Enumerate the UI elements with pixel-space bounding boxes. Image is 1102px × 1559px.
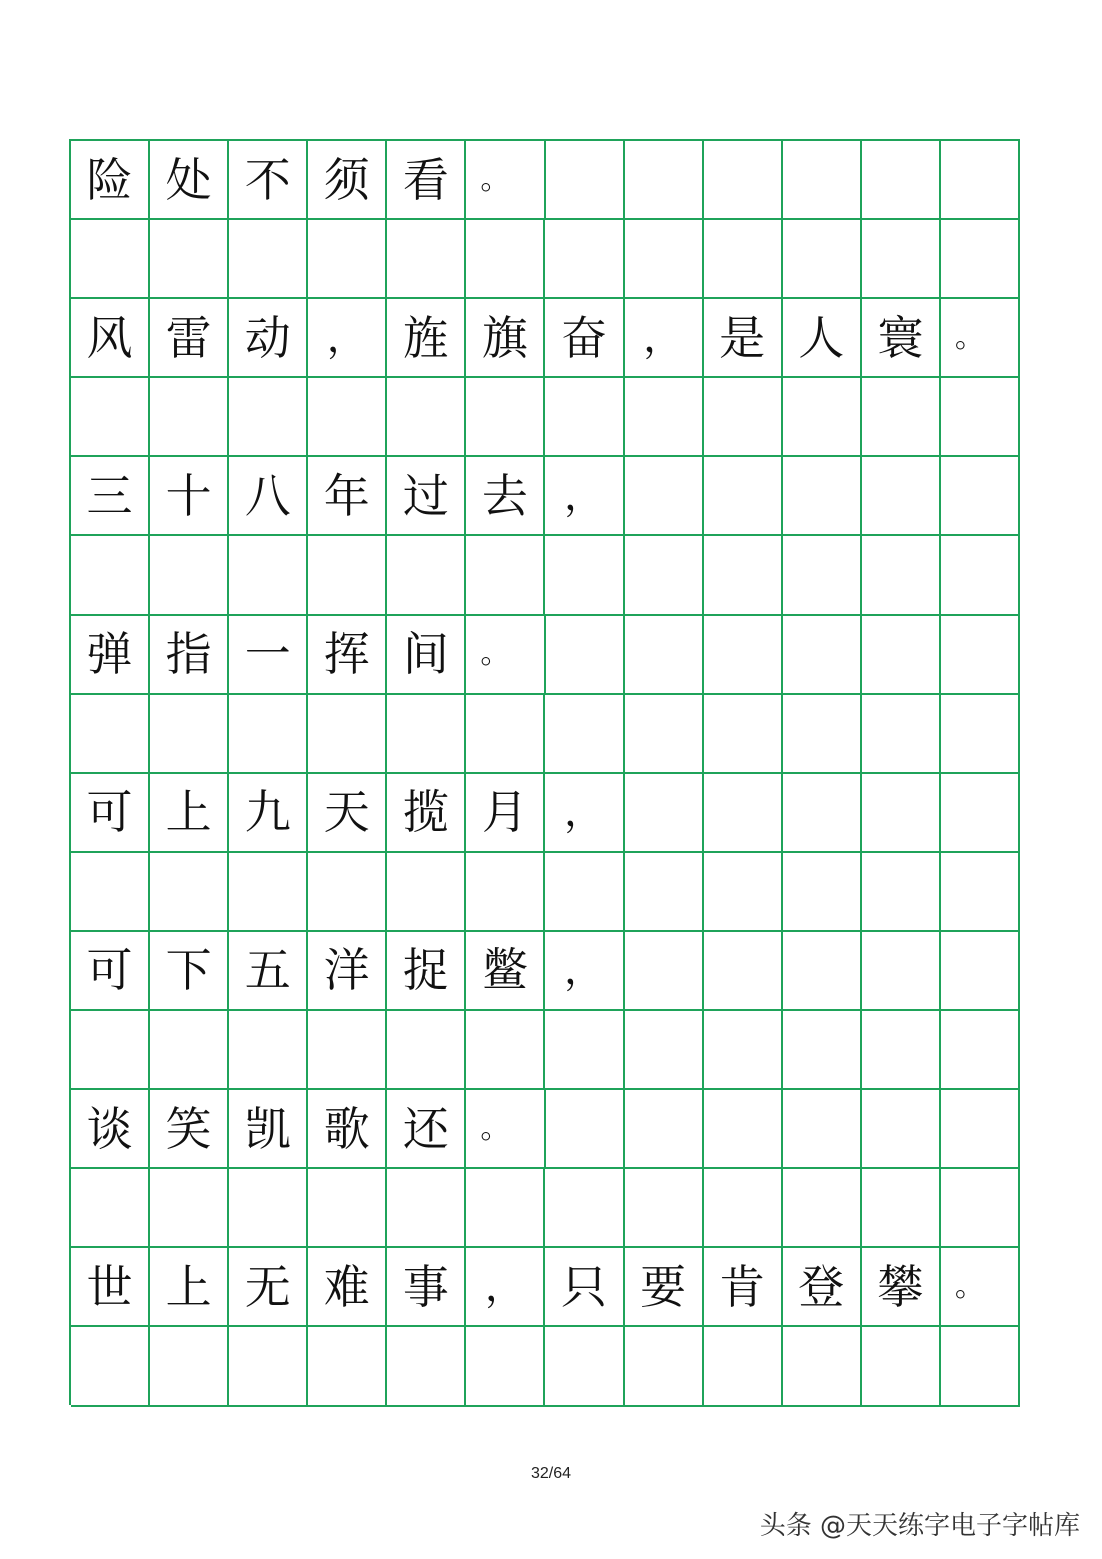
grid-cell-empty [308, 220, 387, 299]
grid-cell-empty [783, 1327, 862, 1406]
grid-cell-empty [625, 932, 704, 1011]
grid-cell-empty [71, 1327, 150, 1406]
grid-cell-character: 洋 [308, 932, 387, 1011]
grid-cell-empty [783, 536, 862, 615]
grid-cell-empty [545, 1011, 624, 1090]
grid-cell-character: 。 [941, 299, 1020, 378]
grid-cell-character: 须 [308, 141, 387, 220]
grid-cell-empty [150, 1169, 229, 1248]
grid-cell-character: 只 [545, 1248, 624, 1327]
grid-cell-empty [308, 1169, 387, 1248]
grid-cell-empty [704, 536, 783, 615]
grid-row [71, 220, 1020, 299]
grid-cell-empty [71, 1169, 150, 1248]
grid-cell-empty [783, 853, 862, 932]
grid-cell-character: 歌 [308, 1090, 387, 1169]
grid-cell-character: 揽 [387, 774, 466, 853]
grid-cell-empty [862, 536, 941, 615]
grid-cell-empty [704, 1011, 783, 1090]
grid-cell-empty [466, 220, 545, 299]
grid-cell-empty [545, 1169, 624, 1248]
grid-row [71, 536, 1020, 615]
grid-cell-empty [704, 1327, 783, 1406]
grid-cell-empty [546, 1090, 625, 1169]
grid-cell-character: 间 [387, 616, 466, 695]
grid-cell-empty [941, 616, 1020, 695]
grid-row [71, 1327, 1020, 1406]
grid-cell-empty [387, 220, 466, 299]
grid-cell-character: 奋 [545, 299, 624, 378]
grid-cell-empty [546, 141, 625, 220]
grid-cell-empty [704, 1169, 783, 1248]
grid-cell-character: 人 [783, 299, 862, 378]
grid-cell-empty [229, 1327, 308, 1406]
grid-cell-character: 风 [71, 299, 150, 378]
watermark: 头条 @天天练字电子字帖库 [759, 1511, 1080, 1541]
grid-cell-character: 捉 [387, 932, 466, 1011]
grid-cell-empty [387, 853, 466, 932]
grid-cell-empty [229, 220, 308, 299]
grid-cell-empty [941, 774, 1020, 853]
grid-cell-empty [625, 1169, 704, 1248]
grid-cell-empty [704, 932, 783, 1011]
grid-cell-empty [625, 1327, 704, 1406]
grid-cell-character: 鳖 [466, 932, 545, 1011]
grid-cell-empty [229, 1169, 308, 1248]
grid-cell-character: 世 [71, 1248, 150, 1327]
grid-cell-character: 去 [466, 457, 545, 536]
grid-cell-character: ， [545, 457, 624, 536]
grid-row [71, 457, 1020, 536]
grid-cell-character: 无 [229, 1248, 308, 1327]
grid-cell-character: ， [308, 299, 387, 378]
grid-cell-character: 攀 [862, 1248, 941, 1327]
grid-cell-empty [862, 1327, 941, 1406]
grid-cell-character: 挥 [308, 616, 387, 695]
grid-cell-empty [387, 695, 466, 774]
grid-cell-empty [704, 853, 783, 932]
grid-cell-empty [941, 141, 1020, 220]
grid-cell-empty [941, 378, 1020, 457]
grid-cell-empty [862, 616, 941, 695]
grid-cell-empty [941, 1011, 1020, 1090]
grid-cell-character: 。 [941, 1248, 1020, 1327]
grid-cell-character: 下 [150, 932, 229, 1011]
grid-cell-empty [308, 695, 387, 774]
grid-cell-character: 寰 [862, 299, 941, 378]
grid-cell-character: 八 [229, 457, 308, 536]
grid-cell-empty [150, 378, 229, 457]
grid-cell-empty [150, 536, 229, 615]
grid-cell-empty [387, 1011, 466, 1090]
grid-cell-empty [545, 1327, 624, 1406]
grid-cell-empty [308, 853, 387, 932]
grid-cell-empty [625, 220, 704, 299]
grid-cell-empty [625, 616, 704, 695]
grid-cell-empty [862, 853, 941, 932]
grid-cell-empty [625, 695, 704, 774]
grid-cell-empty [783, 378, 862, 457]
grid-cell-empty [387, 1327, 466, 1406]
grid-cell-empty [71, 536, 150, 615]
grid-cell-empty [466, 378, 545, 457]
grid-cell-character: 弹 [71, 616, 150, 695]
grid-cell-empty [941, 1090, 1020, 1169]
grid-row [71, 378, 1020, 457]
grid-cell-empty [783, 932, 862, 1011]
grid-cell-empty [704, 695, 783, 774]
practice-grid [69, 139, 1020, 1405]
grid-cell-character: 险 [71, 141, 150, 220]
grid-cell-character: 笑 [150, 1090, 229, 1169]
grid-cell-empty [308, 1327, 387, 1406]
grid-cell-empty [704, 378, 783, 457]
page-number: 32/64 [530, 1465, 572, 1482]
grid-cell-empty [387, 378, 466, 457]
grid-row [71, 1169, 1020, 1248]
grid-row [71, 695, 1020, 774]
grid-cell-empty [150, 1327, 229, 1406]
grid-cell-character: ， [545, 932, 624, 1011]
grid-cell-empty [704, 1090, 783, 1169]
grid-cell-character: 旌 [387, 299, 466, 378]
grid-cell-empty [150, 853, 229, 932]
grid-cell-empty [466, 1011, 545, 1090]
grid-cell-character: 指 [150, 616, 229, 695]
grid-cell-character: 要 [625, 1248, 704, 1327]
grid-cell-empty [387, 536, 466, 615]
grid-cell-empty [71, 1011, 150, 1090]
grid-cell-character: 是 [704, 299, 783, 378]
grid-cell-empty [625, 457, 704, 536]
grid-cell-empty [71, 853, 150, 932]
grid-cell-character: 可 [71, 932, 150, 1011]
grid-row [71, 141, 1020, 220]
grid-cell-empty [150, 1011, 229, 1090]
grid-cell-empty [941, 457, 1020, 536]
grid-cell-character: 事 [387, 1248, 466, 1327]
grid-row [71, 1248, 1020, 1327]
grid-cell-character: 肯 [704, 1248, 783, 1327]
grid-cell-empty [71, 220, 150, 299]
grid-cell-empty [941, 1169, 1020, 1248]
grid-cell-empty [783, 616, 862, 695]
grid-cell-empty [783, 141, 862, 220]
grid-cell-character: 看 [387, 141, 466, 220]
grid-cell-empty [625, 378, 704, 457]
grid-cell-empty [862, 1011, 941, 1090]
grid-cell-empty [466, 695, 545, 774]
grid-cell-empty [387, 1169, 466, 1248]
grid-cell-empty [704, 141, 783, 220]
grid-cell-empty [466, 853, 545, 932]
grid-cell-empty [862, 1169, 941, 1248]
grid-cell-character: 凯 [229, 1090, 308, 1169]
grid-cell-empty [704, 220, 783, 299]
grid-cell-empty [941, 695, 1020, 774]
grid-cell-empty [704, 616, 783, 695]
grid-cell-character: 月 [466, 774, 545, 853]
grid-cell-empty [150, 695, 229, 774]
grid-cell-empty [308, 536, 387, 615]
grid-cell-empty [229, 853, 308, 932]
grid-row [71, 774, 1020, 853]
grid-cell-empty [625, 536, 704, 615]
grid-cell-character: 。 [466, 1090, 545, 1169]
grid-row [71, 853, 1020, 932]
grid-cell-empty [545, 378, 624, 457]
grid-cell-empty [704, 457, 783, 536]
grid-cell-empty [625, 141, 704, 220]
grid-cell-empty [546, 616, 625, 695]
grid-cell-character: 旗 [466, 299, 545, 378]
grid-cell-empty [941, 1327, 1020, 1406]
grid-cell-empty [229, 536, 308, 615]
grid-cell-empty [862, 774, 941, 853]
grid-row [71, 932, 1020, 1011]
grid-cell-character: 处 [150, 141, 229, 220]
grid-cell-character: ， [625, 299, 704, 378]
grid-cell-character: 九 [229, 774, 308, 853]
grid-cell-empty [862, 932, 941, 1011]
grid-cell-character: 五 [229, 932, 308, 1011]
grid-cell-empty [625, 853, 704, 932]
grid-cell-empty [862, 457, 941, 536]
grid-row [71, 299, 1020, 378]
grid-cell-character: 谈 [71, 1090, 150, 1169]
grid-row [71, 1011, 1020, 1090]
grid-cell-character: 。 [466, 141, 545, 220]
grid-cell-character: 过 [387, 457, 466, 536]
grid-cell-empty [783, 457, 862, 536]
grid-cell-character: 一 [229, 616, 308, 695]
grid-cell-empty [545, 536, 624, 615]
grid-cell-empty [862, 141, 941, 220]
grid-cell-empty [71, 378, 150, 457]
grid-cell-character: 雷 [150, 299, 229, 378]
grid-cell-empty [625, 1011, 704, 1090]
grid-row [71, 616, 1020, 695]
grid-cell-empty [941, 220, 1020, 299]
grid-cell-empty [862, 1090, 941, 1169]
grid-cell-empty [783, 695, 862, 774]
grid-cell-empty [150, 220, 229, 299]
grid-cell-empty [466, 1327, 545, 1406]
grid-cell-character: 可 [71, 774, 150, 853]
grid-cell-character: 天 [308, 774, 387, 853]
grid-cell-character: 上 [150, 774, 229, 853]
grid-cell-character: 登 [783, 1248, 862, 1327]
grid-cell-empty [466, 536, 545, 615]
grid-cell-empty [783, 774, 862, 853]
grid-cell-empty [466, 1169, 545, 1248]
grid-cell-empty [862, 378, 941, 457]
grid-cell-character: 还 [387, 1090, 466, 1169]
grid-cell-character: 上 [150, 1248, 229, 1327]
grid-cell-character: ， [545, 774, 624, 853]
grid-cell-empty [229, 378, 308, 457]
grid-cell-empty [229, 695, 308, 774]
grid-cell-empty [71, 695, 150, 774]
grid-cell-empty [783, 1011, 862, 1090]
grid-cell-character: 。 [466, 616, 545, 695]
grid-row [71, 1090, 1020, 1169]
grid-cell-empty [308, 378, 387, 457]
grid-cell-character: ， [466, 1248, 545, 1327]
grid-cell-character: 十 [150, 457, 229, 536]
grid-cell-empty [704, 774, 783, 853]
grid-cell-empty [545, 220, 624, 299]
grid-cell-character: 不 [229, 141, 308, 220]
grid-cell-empty [783, 220, 862, 299]
grid-cell-character: 动 [229, 299, 308, 378]
grid-cell-character: 难 [308, 1248, 387, 1327]
grid-cell-empty [545, 853, 624, 932]
grid-cell-empty [862, 695, 941, 774]
grid-cell-empty [941, 536, 1020, 615]
grid-cell-empty [783, 1090, 862, 1169]
grid-cell-empty [625, 774, 704, 853]
grid-cell-empty [941, 932, 1020, 1011]
grid-cell-empty [625, 1090, 704, 1169]
grid-cell-empty [545, 695, 624, 774]
grid-cell-empty [308, 1011, 387, 1090]
grid-cell-empty [229, 1011, 308, 1090]
grid-cell-character: 三 [71, 457, 150, 536]
grid-cell-character: 年 [308, 457, 387, 536]
grid-cell-empty [783, 1169, 862, 1248]
grid-cell-empty [862, 220, 941, 299]
grid-cell-empty [941, 853, 1020, 932]
